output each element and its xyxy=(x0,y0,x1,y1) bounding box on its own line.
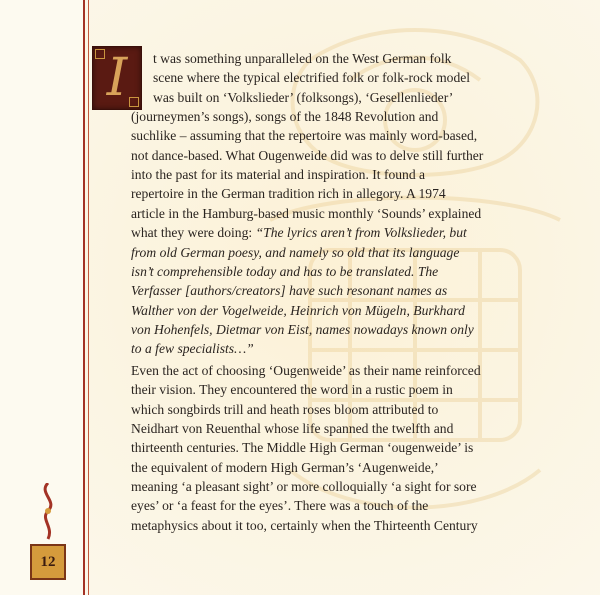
margin-rule xyxy=(83,0,85,595)
text-line: the equivalent of modern High German’s ‘Augenweide,’ xyxy=(131,459,439,475)
text-line: t was something unparalleled on the West German folk xyxy=(153,51,452,66)
page-number: 12 xyxy=(40,554,56,570)
text-line: was built on ‘Volkslieder’ (folksongs), ‘Gesellenlieder’ xyxy=(153,89,454,105)
text-line: Neidhart von Reuenthal whose life spanned the twelfth and xyxy=(131,421,454,437)
text-line: into the past for its material and inspiration. It found a xyxy=(131,167,426,183)
quote-start: “The lyrics aren’t from Volkslieder, but xyxy=(255,225,467,241)
text-line: what they were doing: “The lyrics aren’t from Volkslieder, but xyxy=(131,225,467,241)
drop-cap xyxy=(92,46,142,110)
text-line: Even the act of choosing ‘Ougenweide’ as their name reinforced xyxy=(131,363,481,378)
text-line: Verfasser [authors/creators] have such resonant names as xyxy=(131,283,448,299)
text-line: article in the Hamburg-based music monthly ‘Sounds’ explained xyxy=(131,205,482,221)
text-line: thirteenth centuries. The Middle High German ‘ougenweide’ is xyxy=(131,440,474,456)
text-line: scene where the typical electrified folk or folk-rock model xyxy=(153,70,471,86)
text-line: (journeymen’s songs), songs of the 1848 Revolution and xyxy=(131,109,439,125)
text-line: eyes’ or ‘a feast for the eyes’. There was a touch of the xyxy=(131,498,429,514)
text-line: repertoire in the German tradition rich in allegory. A 1974 xyxy=(131,186,446,202)
text-line: from old German poesy, and namely so old that its language xyxy=(131,244,460,260)
scroll-ornament-icon xyxy=(28,483,68,545)
text-line: their vision. They encountered the word in a rustic poem in xyxy=(131,382,453,398)
margin-rule-thin xyxy=(88,0,89,595)
text-line: not dance-based. What Ougenweide did was to delve still further xyxy=(131,147,484,163)
text-line: to a few specialists…” xyxy=(131,341,254,357)
text-line: meaning ‘a pleasant sight’ or more colloquially ‘a sight for sore xyxy=(131,479,477,495)
drop-cap-letter: I xyxy=(106,48,128,108)
text-line: suchlike – assuming that the repertoire was mainly word-based, xyxy=(131,128,478,144)
text-line: metaphysics about it too, certainly when the Thirteenth Century xyxy=(131,517,478,533)
text-line: which songbirds trill and heath roses bloom attributed to xyxy=(131,401,439,417)
text-line: Walther von der Vogelweide, Heinrich von Mügeln, Burkhard xyxy=(131,302,465,318)
page-number-badge xyxy=(30,544,66,580)
text-line: isn’t comprehensible today and has to be translated. The xyxy=(131,263,439,279)
text-line: von Hohenfels, Dietmar von Eist, names nowadays known only xyxy=(131,321,474,337)
